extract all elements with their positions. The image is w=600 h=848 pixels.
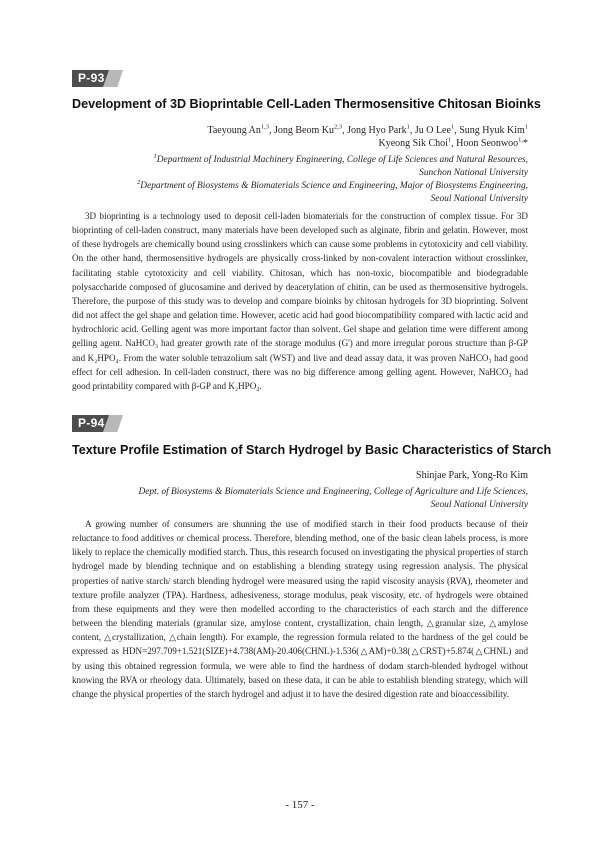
poster-badge-p93 — [72, 70, 123, 87]
affiliation-line: Sunchon National University — [419, 168, 528, 178]
page-number: - 157 - — [285, 799, 315, 811]
author-list — [72, 124, 528, 150]
badge-label: P-93 — [78, 71, 105, 85]
affiliation-line: $^2$Department of Biosystems & Biomaterials Science and Engineering, Major of Biosystems Engineering, — [137, 178, 528, 191]
abstract-title: Texture Profile Estimation of Starch Hydrogel by Basic Characteristics of Starch — [72, 443, 552, 457]
affiliation-line: Seoul National University — [430, 194, 528, 204]
badge-label: P-94 — [78, 416, 105, 430]
author-line-1: Shinjae Park, Yong-Ro Kim — [416, 470, 528, 481]
affiliation-line: Dept. of Biosystems & Biomaterials Science and Engineering, College of Agriculture and Life Sciences, — [138, 487, 528, 497]
abstract-title: Development of 3D Bioprintable Cell-Laden Thermosensitive Chitosan Bioinks — [72, 97, 541, 111]
abstract-body: 3D bioprinting is a technology used to deposit cell-laden biomaterials for the construction of complex tissue. For 3D bioprinting of cell-laden construct, many materials have been developed such as alginate, fibrin and gelatin. However, most of these hydrogels are chemically bound using crosslinkers which can cause some problems in cytotoxicity and cell viability. On the other hand, thermosensitive hydrogels are physically cross-linked by non-covalent interaction without crosslinker, facilitating stable cytotoxicity and cell viability. Chitosan, which has non-toxic, biocompatible and biodegradable polysaccharide composed of glucosamine and derived by deacetylation of chitin, can be used as thermosensitive hydrogels. Therefore, the purpose of this study was to develop and compare bioinks by chitosan hydrogels for 3D bioprinting. Solvent did not affect the gel shape and gelation time. However, acetic acid had good biocompatibility compared with lactic acid and hydrochloric acid. Gelling agent was more important factor than solvent. Gel shape and gelation time were different among gelling agent. NaHCO₃ had greater growth rate of the storage modulus (G') and more irregular porous structure than β-GP and K₂HPO₄. From the water soluble tetrazolium salt (WST) and live and dead assay data, it was proven NaHCO₃ had good effect for cell adhesion. In cell-laden construct, there was no big difference among gelling agent. However, NaHCO₃ had good printability compared with β-GP and K₂HPO₄. — [72, 211, 528, 391]
poster-badge-p94 — [72, 415, 123, 432]
abstract-body: A growing number of consumers are shunning the use of modified starch in their food products because of their reluctance to food additives or chemical process. Therefore, blending method, one of the basic clean labels process, is more likely to replace the chemically modified starch. Thus, this research focused on investigating the physical properties of starch hydrogel made by blending technique and on establishing a blending strategy using regression analysis. The physical properties of native starch/ starch blending hydrogel were measured using the rapid viscosity anaysis (RVA), rheometer and texture profile analyzer (TPA). Hardness, adhesiveness, storage modulus, peak viscosity, etc. of hydrogels were obtained from these equipments and they were then modelled according to the characteristics of each starch and the difference between the blending materials (granular size, amylose content, crystallization, chain length, △granular size, △amylose content, △crystallization, △chain length). For example, the regression formula related to the hardness of the gel could be expressed as HDN=297.709+1.521(SIZE)+4.738(AM)-20.406(CHNL)-1.536(△AM)+0.38(△CRST)+5.874(△CHNL) and by using this obtained regression formula, we were able to find the hardness of dodam starch-blended hydrogel without knowing the RVA or rheology data. Ultimately, based on these data, it can be able to establish blending strategy, which will change the physical properties of the starch hydrogel and adjust it to have the desired digestion rate and bioaccessibility. — [72, 519, 528, 699]
affiliation-line: Seoul National University — [430, 500, 528, 510]
affiliation-block — [72, 154, 528, 206]
author-line-2: Kyeong Sik Choi$^1$, Hoon Seonwoo$^{1,}$* — [378, 136, 528, 149]
affiliation-line: $^1$Department of Industrial Machinery Engineering, College of Life Sciences and Natural Resources, — [153, 152, 528, 165]
author-line-1: Taeyoung An$^{1,3}$, Jong Beom Ku$^{2,3}$, Jong Hyo Park$^1$, Ju O Lee$^1$, Sung Hyuk Kim$^1$ — [207, 123, 528, 136]
author-list — [72, 469, 528, 482]
affiliation-block — [72, 486, 528, 512]
